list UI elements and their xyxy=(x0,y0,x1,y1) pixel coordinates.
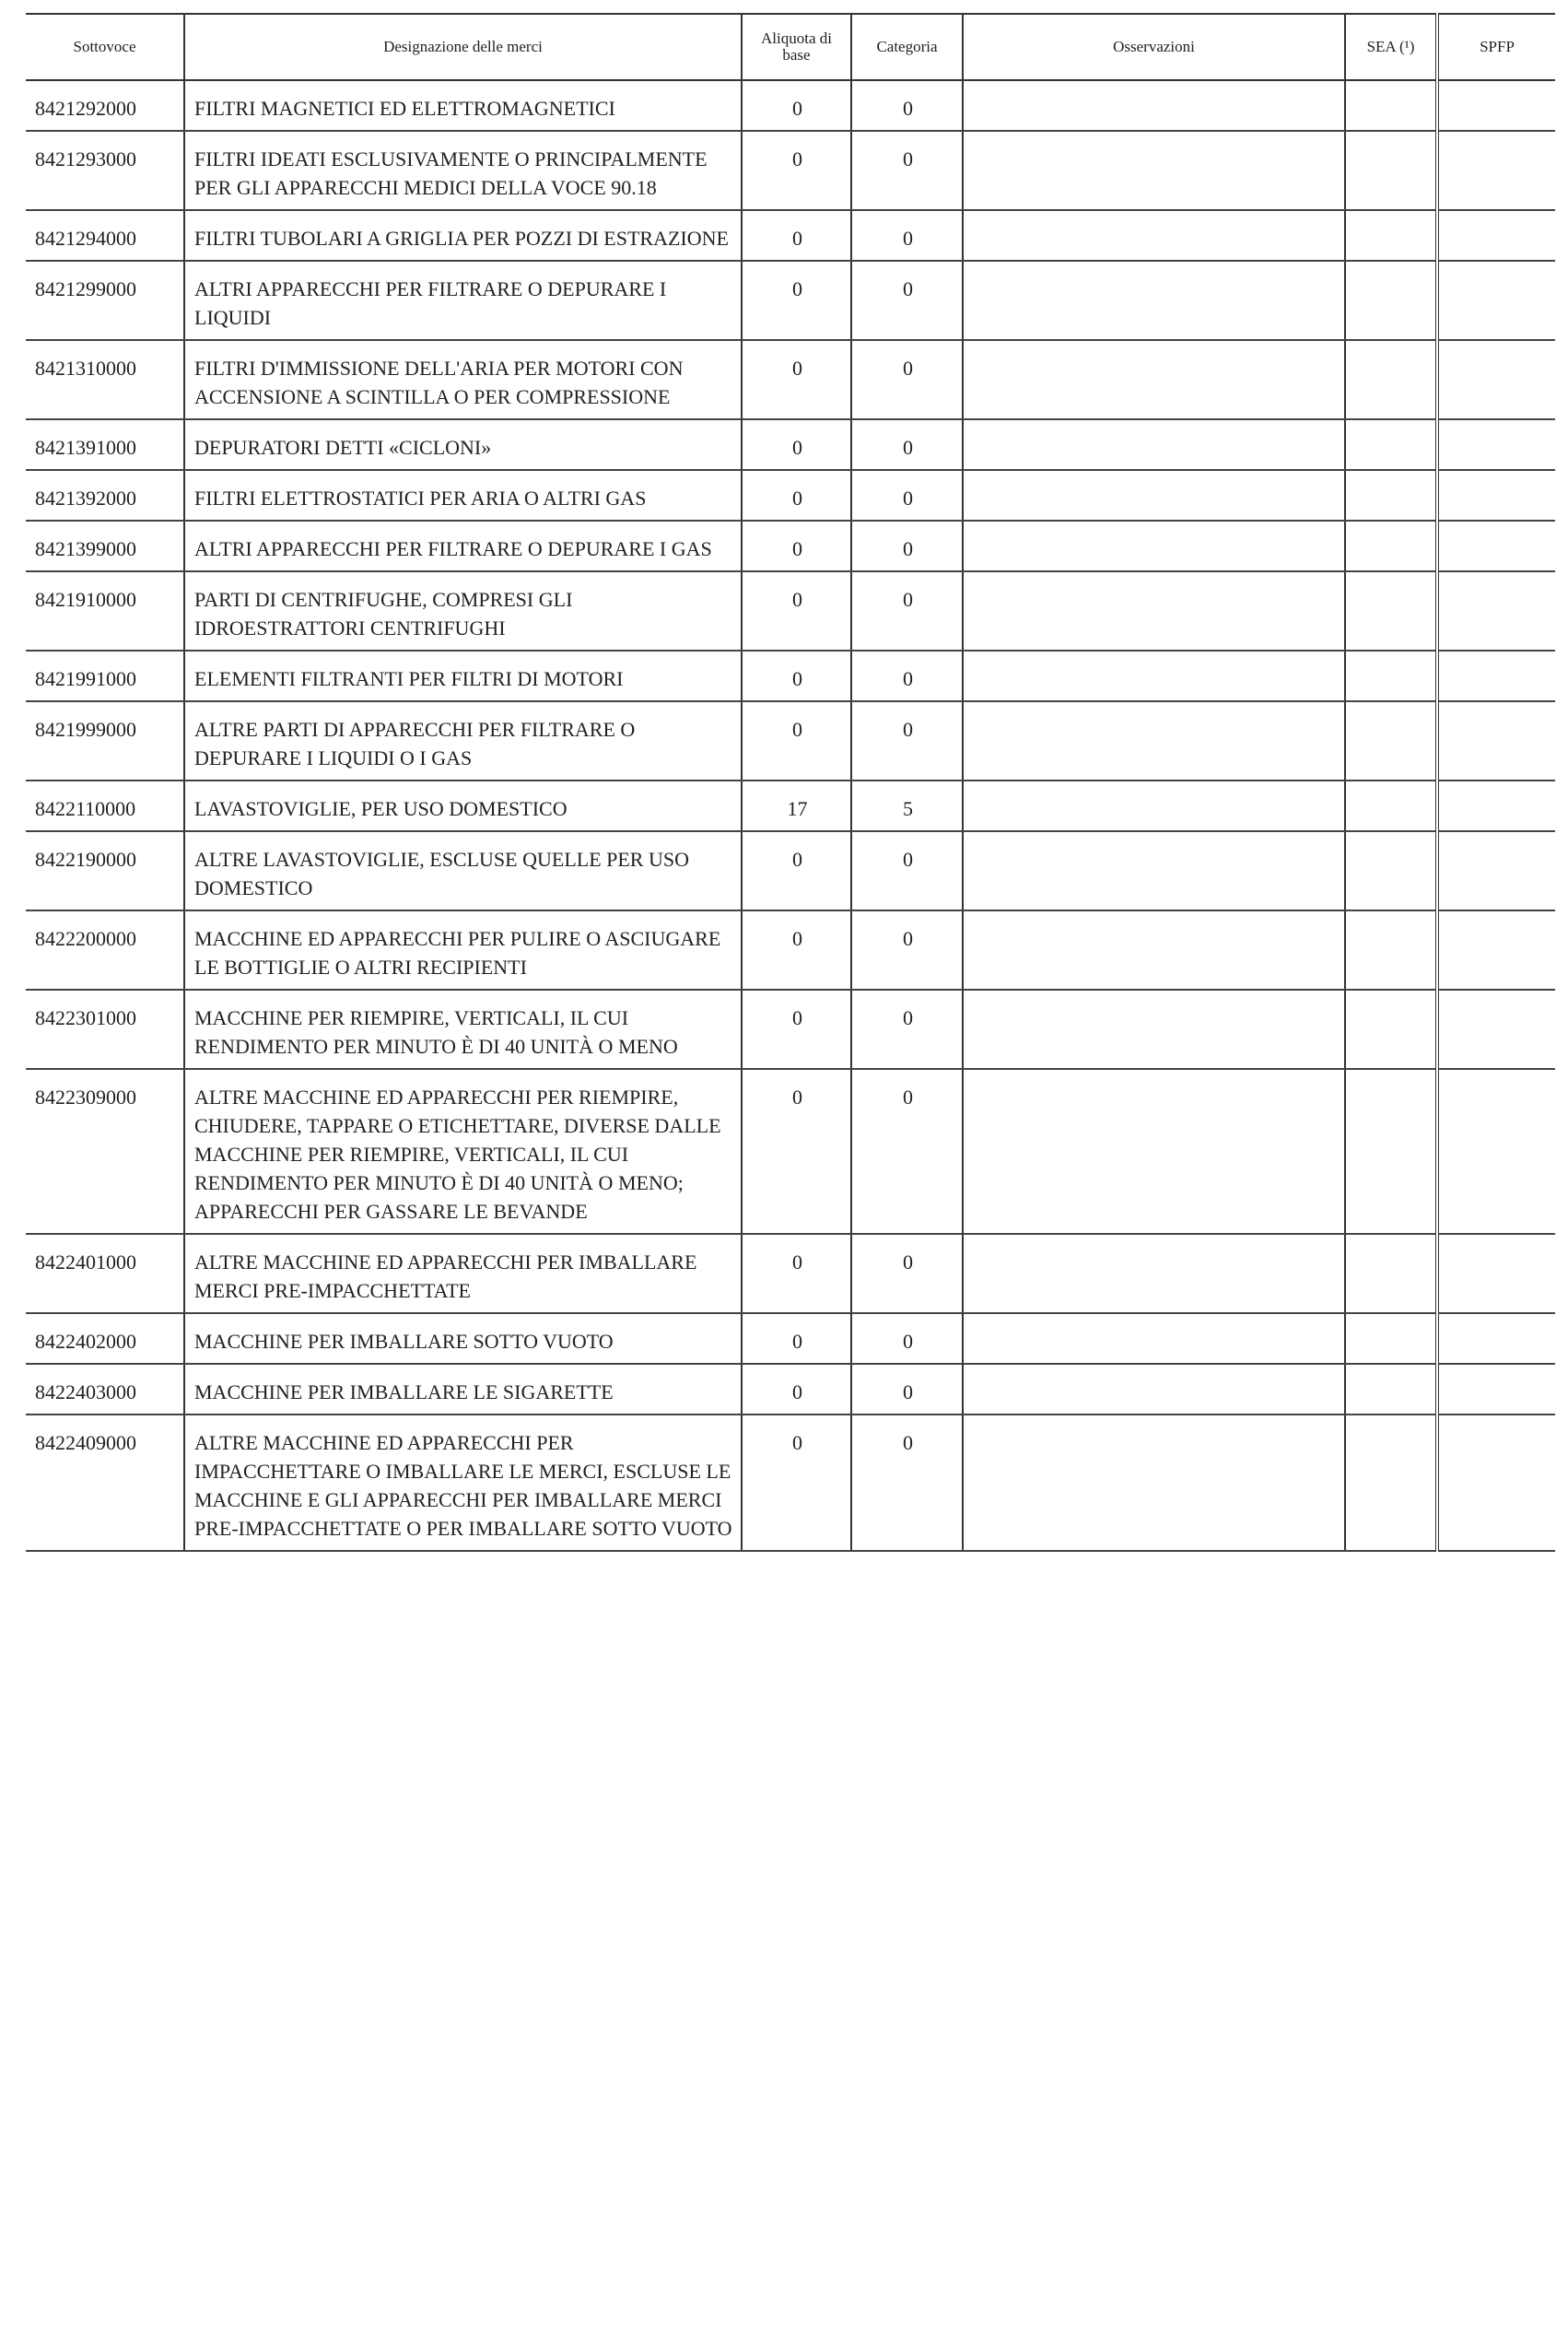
category-value: 0 xyxy=(851,990,963,1069)
remarks-cell xyxy=(963,1069,1345,1234)
goods-description: FILTRI ELETTROSTATICI PER ARIA O ALTRI GAS xyxy=(184,470,742,521)
subheading-code: 8421392000 xyxy=(26,470,184,521)
goods-description: ALTRE MACCHINE ED APPARECCHI PER IMPACCHETTARE O IMBALLARE LE MERCI, ESCLUSE LE MACCHINE E GLI APPARECCHI PER IMBALLARE MERCI PRE-IMPACCHETTATE O PER IMBALLARE SOTTO VUOTO xyxy=(184,1415,742,1551)
base-rate-value: 0 xyxy=(742,261,851,340)
table-row xyxy=(26,1364,1555,1415)
table-row xyxy=(26,210,1555,261)
goods-description: DEPURATORI DETTI «CICLONI» xyxy=(184,419,742,470)
base-rate-value: 0 xyxy=(742,651,851,701)
subheading-code: 8421991000 xyxy=(26,651,184,701)
table-row xyxy=(26,1313,1555,1364)
table-row xyxy=(26,571,1555,651)
table-row xyxy=(26,990,1555,1069)
remarks-cell xyxy=(963,990,1345,1069)
spfp-cell xyxy=(1437,781,1555,831)
remarks-cell xyxy=(963,701,1345,781)
goods-description: ALTRI APPARECCHI PER FILTRARE O DEPURARE I LIQUIDI xyxy=(184,261,742,340)
base-rate-value: 0 xyxy=(742,340,851,419)
spfp-cell xyxy=(1437,990,1555,1069)
table-row xyxy=(26,419,1555,470)
category-value: 0 xyxy=(851,1415,963,1551)
category-value: 0 xyxy=(851,80,963,131)
category-value: 0 xyxy=(851,261,963,340)
sea-cell xyxy=(1345,701,1437,781)
subheading-code: 8421391000 xyxy=(26,419,184,470)
base-rate-value: 0 xyxy=(742,1415,851,1551)
table-row xyxy=(26,470,1555,521)
remarks-cell xyxy=(963,1364,1345,1415)
subheading-code: 8422110000 xyxy=(26,781,184,831)
spfp-cell xyxy=(1437,131,1555,210)
header-description: Designazione delle merci xyxy=(184,14,742,80)
tariff-table xyxy=(26,13,1555,1552)
subheading-code: 8422190000 xyxy=(26,831,184,910)
header-spfp: SPFP xyxy=(1437,14,1555,80)
subheading-code: 8422402000 xyxy=(26,1313,184,1364)
category-value: 0 xyxy=(851,521,963,571)
spfp-cell xyxy=(1437,521,1555,571)
goods-description: MACCHINE ED APPARECCHI PER PULIRE O ASCIUGARE LE BOTTIGLIE O ALTRI RECIPIENTI xyxy=(184,910,742,990)
category-value: 0 xyxy=(851,701,963,781)
category-value: 5 xyxy=(851,781,963,831)
sea-cell xyxy=(1345,571,1437,651)
spfp-cell xyxy=(1437,470,1555,521)
sea-cell xyxy=(1345,419,1437,470)
sea-cell xyxy=(1345,340,1437,419)
table-row xyxy=(26,910,1555,990)
base-rate-value: 0 xyxy=(742,1234,851,1313)
subheading-code: 8422401000 xyxy=(26,1234,184,1313)
table-row xyxy=(26,651,1555,701)
table-row xyxy=(26,1415,1555,1551)
subheading-code: 8422309000 xyxy=(26,1069,184,1234)
remarks-cell xyxy=(963,1415,1345,1551)
base-rate-value: 0 xyxy=(742,701,851,781)
base-rate-value: 0 xyxy=(742,990,851,1069)
category-value: 0 xyxy=(851,651,963,701)
table-row xyxy=(26,1069,1555,1234)
header-base-rate: Aliquota di base xyxy=(742,14,851,80)
base-rate-value: 0 xyxy=(742,80,851,131)
category-value: 0 xyxy=(851,470,963,521)
sea-cell xyxy=(1345,1415,1437,1551)
base-rate-value: 0 xyxy=(742,521,851,571)
spfp-cell xyxy=(1437,701,1555,781)
spfp-cell xyxy=(1437,1069,1555,1234)
sea-cell xyxy=(1345,990,1437,1069)
goods-description: ALTRE MACCHINE ED APPARECCHI PER RIEMPIRE, CHIUDERE, TAPPARE O ETICHETTARE, DIVERSE DALLE MACCHINE PER RIEMPIRE, VERTICALI, IL CUI RENDIMENTO PER MINUTO È DI 40 UNITÀ O MENO; APPARECCHI PER GASSARE LE BEVANDE xyxy=(184,1069,742,1234)
goods-description: ALTRE LAVASTOVIGLIE, ESCLUSE QUELLE PER USO DOMESTICO xyxy=(184,831,742,910)
category-value: 0 xyxy=(851,1313,963,1364)
base-rate-value: 0 xyxy=(742,210,851,261)
base-rate-value: 17 xyxy=(742,781,851,831)
goods-description: PARTI DI CENTRIFUGHE, COMPRESI GLI IDROESTRATTORI CENTRIFUGHI xyxy=(184,571,742,651)
goods-description: FILTRI TUBOLARI A GRIGLIA PER POZZI DI ESTRAZIONE xyxy=(184,210,742,261)
spfp-cell xyxy=(1437,831,1555,910)
base-rate-value: 0 xyxy=(742,910,851,990)
table-row xyxy=(26,131,1555,210)
spfp-cell xyxy=(1437,651,1555,701)
remarks-cell xyxy=(963,781,1345,831)
base-rate-value: 0 xyxy=(742,1364,851,1415)
category-value: 0 xyxy=(851,340,963,419)
table-row xyxy=(26,80,1555,131)
sea-cell xyxy=(1345,261,1437,340)
table-row xyxy=(26,781,1555,831)
subheading-code: 8421299000 xyxy=(26,261,184,340)
subheading-code: 8421310000 xyxy=(26,340,184,419)
subheading-code: 8422200000 xyxy=(26,910,184,990)
base-rate-value: 0 xyxy=(742,131,851,210)
subheading-code: 8422409000 xyxy=(26,1415,184,1551)
base-rate-value: 0 xyxy=(742,831,851,910)
remarks-cell xyxy=(963,571,1345,651)
table-body xyxy=(26,80,1555,1551)
goods-description: FILTRI D'IMMISSIONE DELL'ARIA PER MOTORI CON ACCENSIONE A SCINTILLA O PER COMPRESSIONE xyxy=(184,340,742,419)
spfp-cell xyxy=(1437,1415,1555,1551)
remarks-cell xyxy=(963,210,1345,261)
base-rate-value: 0 xyxy=(742,1313,851,1364)
header-remarks: Osservazioni xyxy=(963,14,1345,80)
spfp-cell xyxy=(1437,910,1555,990)
base-rate-value: 0 xyxy=(742,571,851,651)
remarks-cell xyxy=(963,651,1345,701)
subheading-code: 8421294000 xyxy=(26,210,184,261)
goods-description: LAVASTOVIGLIE, PER USO DOMESTICO xyxy=(184,781,742,831)
category-value: 0 xyxy=(851,419,963,470)
category-value: 0 xyxy=(851,210,963,261)
header-category: Categoria xyxy=(851,14,963,80)
spfp-cell xyxy=(1437,419,1555,470)
remarks-cell xyxy=(963,910,1345,990)
category-value: 0 xyxy=(851,910,963,990)
sea-cell xyxy=(1345,470,1437,521)
goods-description: MACCHINE PER IMBALLARE SOTTO VUOTO xyxy=(184,1313,742,1364)
category-value: 0 xyxy=(851,1069,963,1234)
spfp-cell xyxy=(1437,210,1555,261)
subheading-code: 8422403000 xyxy=(26,1364,184,1415)
remarks-cell xyxy=(963,831,1345,910)
goods-description: ALTRE PARTI DI APPARECCHI PER FILTRARE O DEPURARE I LIQUIDI O I GAS xyxy=(184,701,742,781)
remarks-cell xyxy=(963,261,1345,340)
goods-description: MACCHINE PER RIEMPIRE, VERTICALI, IL CUI RENDIMENTO PER MINUTO È DI 40 UNITÀ O MENO xyxy=(184,990,742,1069)
table-row xyxy=(26,1234,1555,1313)
goods-description: ELEMENTI FILTRANTI PER FILTRI DI MOTORI xyxy=(184,651,742,701)
remarks-cell xyxy=(963,131,1345,210)
spfp-cell xyxy=(1437,261,1555,340)
subheading-code: 8421399000 xyxy=(26,521,184,571)
category-value: 0 xyxy=(851,131,963,210)
sea-cell xyxy=(1345,1069,1437,1234)
sea-cell xyxy=(1345,521,1437,571)
sea-cell xyxy=(1345,210,1437,261)
category-value: 0 xyxy=(851,1364,963,1415)
subheading-code: 8421999000 xyxy=(26,701,184,781)
category-value: 0 xyxy=(851,571,963,651)
subheading-code: 8421293000 xyxy=(26,131,184,210)
header-sea: SEA (¹) xyxy=(1345,14,1437,80)
spfp-cell xyxy=(1437,80,1555,131)
spfp-cell xyxy=(1437,1364,1555,1415)
table-row xyxy=(26,831,1555,910)
subheading-code: 8421292000 xyxy=(26,80,184,131)
sea-cell xyxy=(1345,1364,1437,1415)
table-row xyxy=(26,340,1555,419)
base-rate-value: 0 xyxy=(742,1069,851,1234)
goods-description: ALTRI APPARECCHI PER FILTRARE O DEPURARE I GAS xyxy=(184,521,742,571)
header-subheading: Sottovoce xyxy=(26,14,184,80)
base-rate-value: 0 xyxy=(742,419,851,470)
sea-cell xyxy=(1345,781,1437,831)
table-row xyxy=(26,521,1555,571)
sea-cell xyxy=(1345,910,1437,990)
sea-cell xyxy=(1345,131,1437,210)
sea-cell xyxy=(1345,651,1437,701)
remarks-cell xyxy=(963,1313,1345,1364)
spfp-cell xyxy=(1437,340,1555,419)
goods-description: FILTRI MAGNETICI ED ELETTROMAGNETICI xyxy=(184,80,742,131)
sea-cell xyxy=(1345,1313,1437,1364)
spfp-cell xyxy=(1437,1234,1555,1313)
category-value: 0 xyxy=(851,1234,963,1313)
remarks-cell xyxy=(963,521,1345,571)
sea-cell xyxy=(1345,1234,1437,1313)
subheading-code: 8421910000 xyxy=(26,571,184,651)
goods-description: FILTRI IDEATI ESCLUSIVAMENTE O PRINCIPALMENTE PER GLI APPARECCHI MEDICI DELLA VOCE 90.18 xyxy=(184,131,742,210)
category-value: 0 xyxy=(851,831,963,910)
table-header-row xyxy=(26,14,1555,80)
goods-description: ALTRE MACCHINE ED APPARECCHI PER IMBALLARE MERCI PRE-IMPACCHETTATE xyxy=(184,1234,742,1313)
sea-cell xyxy=(1345,831,1437,910)
base-rate-value: 0 xyxy=(742,470,851,521)
subheading-code: 8422301000 xyxy=(26,990,184,1069)
table-row xyxy=(26,701,1555,781)
spfp-cell xyxy=(1437,1313,1555,1364)
spfp-cell xyxy=(1437,571,1555,651)
remarks-cell xyxy=(963,470,1345,521)
remarks-cell xyxy=(963,340,1345,419)
sea-cell xyxy=(1345,80,1437,131)
remarks-cell xyxy=(963,419,1345,470)
remarks-cell xyxy=(963,1234,1345,1313)
goods-description: MACCHINE PER IMBALLARE LE SIGARETTE xyxy=(184,1364,742,1415)
table-row xyxy=(26,261,1555,340)
remarks-cell xyxy=(963,80,1345,131)
